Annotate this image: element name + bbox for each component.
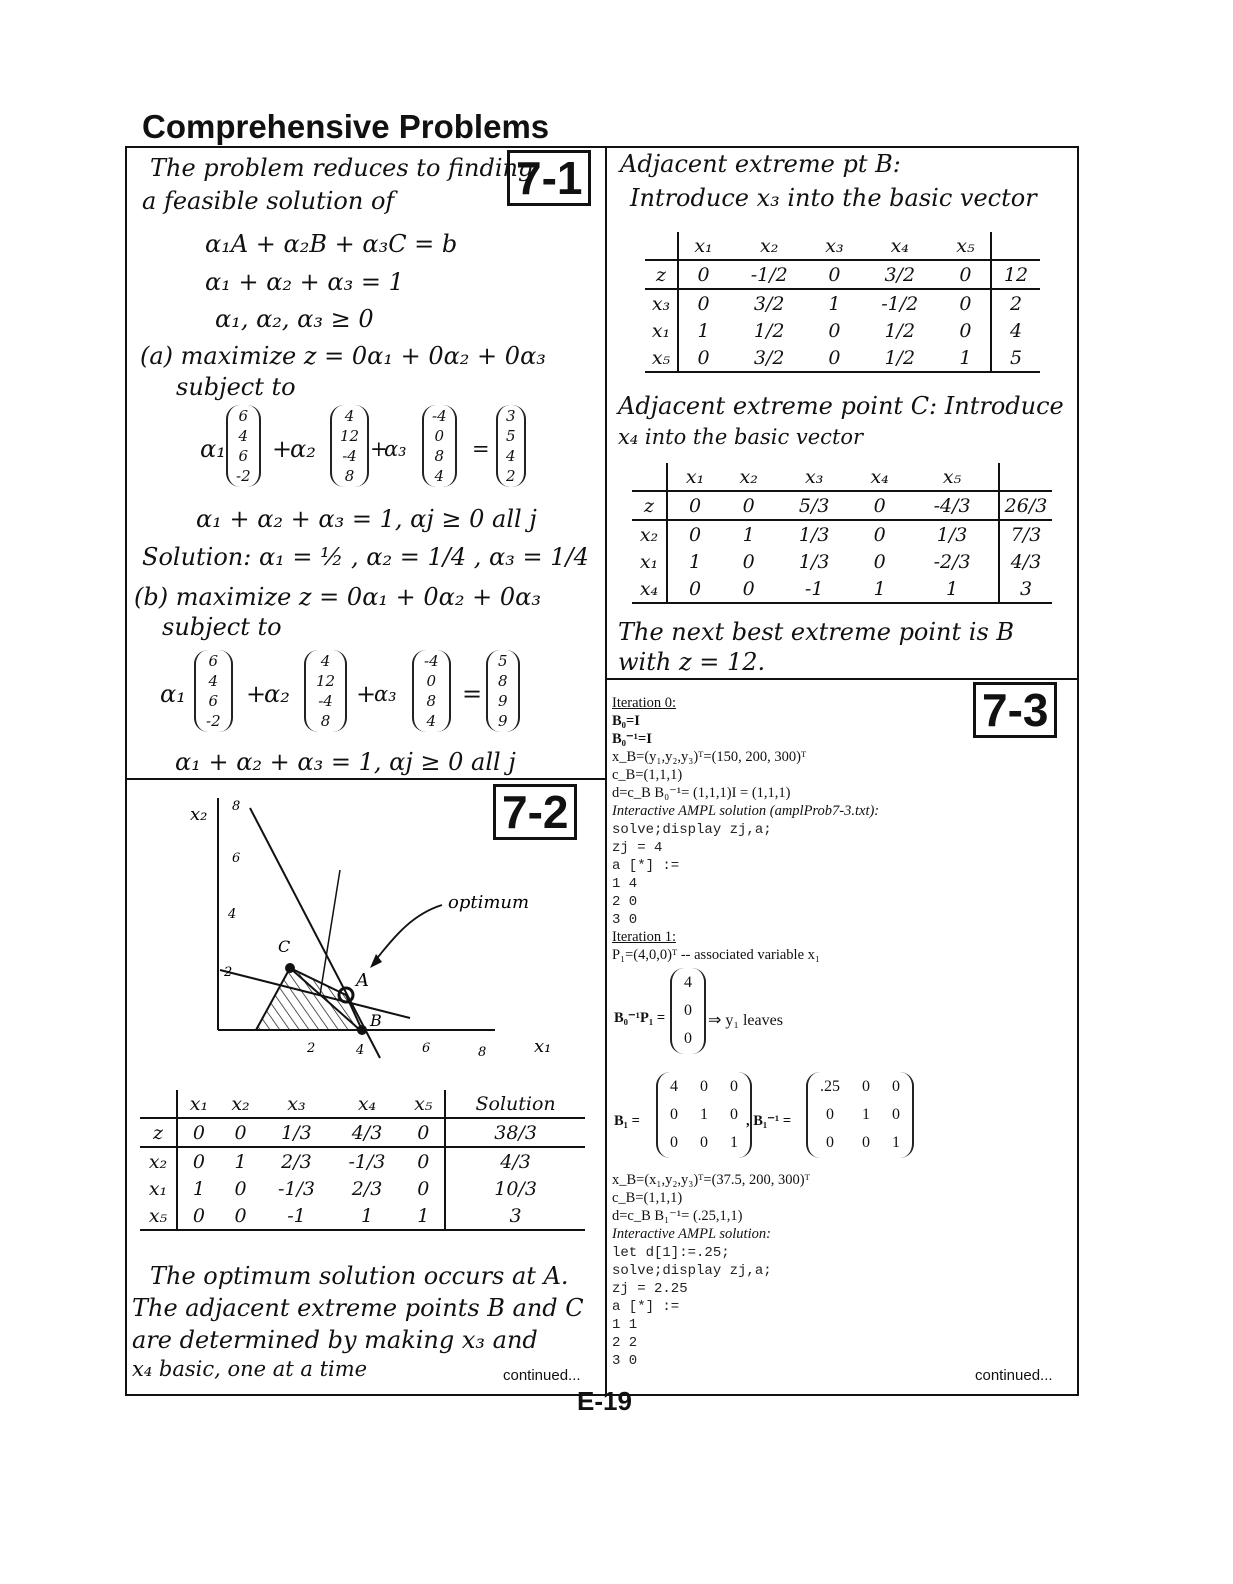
p71-subject-to: subject to — [176, 373, 296, 401]
tableau-cell: 0 — [959, 292, 972, 315]
tableau-header — [140, 1090, 177, 1118]
tableau-cell: 0 — [828, 346, 841, 369]
matrix-entry: 0 — [684, 1030, 692, 1047]
heading-adjacent-c: x₄ into the basic vector — [618, 425, 864, 449]
b1-matrix — [656, 1072, 752, 1158]
matrix-entry: 0 — [826, 1134, 834, 1151]
tableau-cell: 0 — [742, 577, 755, 600]
table-row — [645, 344, 1040, 372]
next-best-statement: The next best extreme point is B — [618, 618, 1015, 646]
tableau-cell: 3 — [445, 1202, 585, 1230]
tableau-cell: 0 — [234, 1204, 247, 1227]
tableau-cell: 38/3 — [445, 1118, 585, 1147]
x-tick-label: 2 — [307, 1041, 316, 1056]
matrix-entry: 0 — [862, 1134, 870, 1151]
tableau-cell: -1 — [804, 577, 824, 600]
tableau-cell: z — [140, 1118, 177, 1147]
tableau-cell: -1/3 — [277, 1177, 315, 1200]
ampl-code: 3 0 — [612, 912, 638, 928]
vector-c3 — [422, 405, 457, 487]
tableau-cell: 1 — [946, 577, 959, 600]
tableau-cell: 1/2 — [884, 346, 916, 369]
optimum-label: optimum — [448, 892, 530, 913]
vec-entry: -4 — [432, 407, 447, 425]
tableau-cell: z — [632, 491, 667, 520]
tableau-cell: 0 — [417, 1150, 430, 1173]
matrix-entry: 4 — [684, 974, 692, 991]
y-tick-label: 8 — [232, 799, 241, 814]
problem-badge-7-3: 7-3 — [973, 682, 1057, 738]
vec-entry: 8 — [426, 692, 437, 710]
tableau-cell: -1 — [287, 1204, 306, 1227]
tableau-cell: 0 — [220, 1118, 261, 1147]
p71-constraint-b: α₁ + α₂ + α₃ = 1, αj ≥ 0 all j — [175, 748, 516, 776]
p71-equation: α₁A + α₂B + α₃C = b — [205, 230, 458, 258]
vec-entry: 2 — [506, 467, 516, 485]
tableau-header: x₃ — [825, 234, 844, 257]
point-c-label: C — [278, 937, 291, 956]
iter1-line: d=c_B B₁⁻¹= (.25,1,1) — [612, 1208, 743, 1224]
p72-tableau — [140, 1090, 585, 1231]
matrix-entry: 0 — [826, 1106, 834, 1123]
tableau-cell: 0 — [234, 1177, 247, 1200]
vec-entry: 8 — [498, 672, 508, 690]
tableau-cell: x₃ — [651, 292, 671, 315]
ampl-label: Interactive AMPL solution: — [612, 1226, 771, 1242]
ampl-code: a [*] := — [612, 1299, 680, 1315]
equals-sign: = — [462, 680, 483, 708]
tableau-cell: 1/3 — [798, 523, 830, 546]
iteration-0-label: Iteration 0: — [612, 695, 677, 711]
tableau-cell: -2/3 — [933, 550, 971, 573]
tableau-cell: x₁ — [651, 319, 671, 342]
tableau-cell: 0 — [853, 491, 906, 520]
matrix-entry: 4 — [670, 1078, 678, 1095]
equals-sign: = — [472, 437, 490, 461]
tableau-header: x₂ — [760, 234, 779, 257]
tableau-header: x₃ — [287, 1092, 306, 1115]
tableau-header: x₁ — [177, 1090, 220, 1118]
coef-alpha2: α₂ — [290, 435, 316, 463]
tableau-cell: x₂ — [148, 1150, 168, 1173]
ampl-code: zj = 2.25 — [612, 1281, 688, 1297]
vec-entry: 0 — [426, 672, 437, 690]
tableau-header — [999, 463, 1052, 491]
p71-objective-b: (b) maximize z = 0α₁ + 0α₂ + 0α₃ — [134, 583, 541, 611]
point-a-label: A — [356, 970, 369, 991]
heading-adjacent-b: Adjacent extreme pt B: — [620, 150, 901, 178]
matrix-entry: 0 — [892, 1106, 900, 1123]
tableau-cell: x₅ — [651, 346, 671, 369]
iteration-1-label: Iteration 1: — [612, 929, 677, 945]
matrix-entry: .25 — [820, 1078, 840, 1095]
leaves-note: ⇒ y₁ leaves — [708, 1012, 783, 1029]
heading-adjacent-b: Introduce x₃ into the basic vector — [630, 184, 1037, 212]
arrow-head — [370, 954, 382, 968]
matrix-entry: 1 — [730, 1134, 738, 1151]
iter0-line: d=c_B B₀⁻¹= (1,1,1)I = (1,1,1) — [612, 785, 791, 801]
vec-entry: 5 — [506, 427, 516, 445]
tableau-cell: 1/3 — [936, 523, 968, 546]
tableau-cell: 2/3 — [351, 1177, 383, 1200]
tableau-cell: 0 — [828, 319, 841, 342]
tableau-cell: 0 — [177, 1147, 220, 1175]
point-b-label: B — [370, 1011, 382, 1030]
ampl-code: 1 4 — [612, 876, 638, 892]
tableau-cell: 0 — [873, 523, 886, 546]
matrix-entry: 0 — [862, 1078, 870, 1095]
ampl-label: Interactive AMPL solution (amplProb7-3.txt): — [612, 803, 880, 819]
tableau-cell: 4/3 — [445, 1147, 585, 1175]
ampl-code: 1 1 — [612, 1317, 638, 1333]
tableau-cell: 5/3 — [775, 491, 853, 520]
x-tick-label: 4 — [356, 1043, 365, 1058]
tableau-header: x₅ — [414, 1092, 433, 1115]
p72-conclusion: are determined by making x₃ and — [132, 1326, 538, 1354]
table-row — [632, 548, 1052, 575]
tableau-cell: 4/3 — [332, 1118, 403, 1147]
tableau-cell: 1 — [177, 1175, 220, 1202]
b1-inverse-matrix — [806, 1072, 914, 1158]
tableau-cell: x₄ — [639, 577, 659, 600]
coef-alpha1: α₁ — [160, 680, 186, 708]
matrix-entry: 1 — [862, 1106, 870, 1123]
tableau-cell: 1 — [678, 317, 728, 344]
continued-note-right: continued... — [975, 1367, 1053, 1384]
vec-entry: 3 — [506, 407, 516, 425]
p71-objective: (a) maximize z = 0α₁ + 0α₂ + 0α₃ — [140, 342, 546, 370]
matrix-entry: 0 — [684, 1002, 692, 1019]
vec-entry: -4 — [342, 447, 357, 465]
vec-entry: 6 — [238, 407, 249, 425]
tableau-b — [645, 232, 1040, 373]
p71-line: The problem reduces to finding — [150, 154, 534, 182]
iter0-line: c_B=(1,1,1) — [612, 767, 683, 783]
tableau-cell: 0 — [417, 1177, 430, 1200]
ampl-code: zj = 4 — [612, 840, 663, 856]
tableau-cell: 0 — [402, 1118, 445, 1147]
ampl-code: 2 2 — [612, 1335, 638, 1351]
matrix-entry: 0 — [730, 1106, 738, 1123]
tableau-cell: 1 — [417, 1204, 430, 1227]
vec-entry: 4 — [506, 447, 516, 465]
vec-entry: -2 — [206, 712, 221, 730]
tableau-cell: 1/3 — [261, 1118, 332, 1147]
tableau-cell: 1 — [873, 577, 886, 600]
tableau-cell: 0 — [667, 575, 722, 603]
x-tick-label: 8 — [478, 1045, 487, 1060]
tableau-cell: -1/2 — [728, 260, 810, 289]
p71-constraint: α₁ + α₂ + α₃ = 1, αj ≥ 0 all j — [196, 505, 537, 533]
tableau-cell: 2 — [991, 289, 1040, 317]
tableau-cell: 0 — [678, 289, 728, 317]
tableau-header — [632, 463, 667, 491]
tableau-cell: 0 — [667, 491, 722, 520]
table-row — [632, 520, 1052, 548]
y-tick-label: 6 — [232, 851, 241, 866]
vec-entry: 9 — [498, 712, 508, 730]
tableau-cell: 0 — [667, 520, 722, 548]
next-best-statement: with z = 12. — [618, 648, 766, 676]
continued-note-left: continued... — [503, 1367, 581, 1384]
p72-conclusion: x₄ basic, one at a time — [132, 1357, 368, 1381]
ampl-code: 2 0 — [612, 894, 638, 910]
tableau-cell: 26/3 — [999, 491, 1052, 520]
tableau-cell: 1 — [828, 292, 841, 315]
coef-alpha1: α₁ — [200, 435, 226, 463]
vec-entry: 5 — [498, 652, 508, 670]
tableau-header: x₁ — [667, 463, 722, 491]
point-b-marker — [357, 1025, 367, 1035]
p71-equation: α₁, α₂, α₃ ≥ 0 — [215, 305, 374, 333]
tableau-header: x₅ — [956, 234, 975, 257]
p71-subject-to: subject to — [162, 613, 282, 641]
p72-conclusion: The optimum solution occurs at A. — [150, 1262, 569, 1290]
tableau-header — [991, 232, 1040, 260]
tableau-cell: 1 — [234, 1150, 247, 1173]
matrix-entry: 0 — [670, 1134, 678, 1151]
p72-conclusion: The adjacent extreme points B and C — [132, 1294, 584, 1322]
page-number: E-19 — [577, 1386, 632, 1416]
matrix-entry: 1 — [892, 1134, 900, 1151]
section-divider — [127, 778, 605, 780]
b0-inv-p1-label: B₀⁻¹P₁ = — [614, 1010, 666, 1026]
tableau-cell: 1/2 — [753, 319, 785, 342]
iter1-line: c_B=(1,1,1) — [612, 1190, 683, 1206]
iter1-p1: P₁=(4,0,0)ᵀ -- associated variable x₁ — [612, 947, 820, 963]
vec-entry: 9 — [498, 692, 508, 710]
plus-sign: + — [272, 435, 293, 463]
heading-adjacent-c: Adjacent extreme point C: Introduce — [618, 392, 1064, 420]
table-row — [645, 317, 1040, 344]
tableau-cell: -1/2 — [881, 292, 919, 315]
optimum-arrow — [374, 905, 442, 962]
p71-vector-equation-b — [160, 650, 580, 742]
matrix-entry: 0 — [892, 1078, 900, 1095]
tableau-cell: 4 — [991, 317, 1040, 344]
tableau-cell: 3/2 — [753, 346, 785, 369]
tableau-cell: -1/3 — [348, 1150, 386, 1173]
tableau-cell: 0 — [873, 550, 886, 573]
y-tick-label: 4 — [228, 907, 237, 922]
coef-alpha2: α₂ — [264, 680, 290, 708]
column-divider — [605, 146, 607, 1396]
tableau-header — [645, 232, 678, 260]
tableau-c — [632, 463, 1052, 604]
table-row — [632, 575, 1052, 603]
vec-entry: 6 — [208, 652, 219, 670]
vector-rhs — [496, 405, 526, 487]
vec-entry: 12 — [340, 427, 360, 445]
point-c-marker — [285, 963, 295, 973]
tableau-header: x₂ — [231, 1092, 250, 1115]
tableau-cell: 10/3 — [445, 1175, 585, 1202]
vec-entry: 4 — [238, 427, 249, 445]
tableau-cell: 0 — [810, 260, 858, 289]
vec-entry: 4 — [320, 652, 331, 670]
vec-entry: 8 — [320, 712, 331, 730]
tableau-cell: 0 — [742, 550, 755, 573]
tableau-cell: 3 — [999, 575, 1052, 603]
matrix-entry: 0 — [700, 1134, 708, 1151]
tableau-cell: 2/3 — [281, 1150, 312, 1173]
vector-c2 — [304, 650, 347, 732]
vec-entry: -4 — [424, 652, 439, 670]
tableau-cell: 7/3 — [999, 520, 1052, 548]
b1-inv-label: , B₁⁻¹ = — [746, 1113, 792, 1129]
tableau-cell: 0 — [678, 260, 728, 289]
tableau-cell: 0 — [722, 491, 775, 520]
tableau-header: x₄ — [357, 1092, 377, 1115]
page-title: Comprehensive Problems — [142, 108, 550, 145]
tableau-cell: 0 — [177, 1118, 220, 1147]
plus-sign: + — [246, 680, 267, 708]
vec-entry: 4 — [434, 467, 445, 485]
feasible-region — [256, 968, 362, 1030]
x-axis-label: x₁ — [534, 1036, 552, 1057]
problem-badge-7-2: 7-2 — [493, 784, 577, 840]
tableau-header: x₂ — [739, 465, 758, 488]
vec-entry: -2 — [236, 467, 251, 485]
vec-entry: 6 — [238, 447, 249, 465]
vector-rhs — [486, 650, 520, 732]
vec-entry: 0 — [434, 427, 445, 445]
vector-c2 — [330, 405, 369, 487]
iter0-line: B₀⁻¹=I — [612, 731, 652, 747]
tableau-cell: 1/3 — [798, 550, 830, 573]
table-row — [140, 1118, 585, 1147]
vec-entry: 8 — [344, 467, 355, 485]
matrix-entry: 1 — [700, 1106, 708, 1123]
vec-entry: 4 — [426, 712, 437, 730]
p71-solution: Solution: α₁ = ½ , α₂ = 1/4 , α₃ = 1/4 — [142, 543, 589, 571]
plus-sign: + — [356, 680, 377, 708]
tableau-cell: 3/2 — [753, 292, 785, 315]
tableau-cell: x₁ — [639, 550, 659, 573]
p71-line: a feasible solution of — [142, 187, 395, 215]
ampl-code: a [*] := — [612, 858, 680, 874]
table-row — [140, 1175, 585, 1202]
vec-entry: 4 — [208, 672, 219, 690]
ampl-code: solve;display zj,a; — [612, 822, 772, 838]
p71-vector-equation-a — [200, 405, 580, 495]
tableau-cell: 1 — [360, 1204, 374, 1227]
tableau-cell: 1 — [742, 523, 755, 546]
vec-entry: -4 — [318, 692, 333, 710]
tableau-cell: x₁ — [148, 1177, 168, 1200]
tableau-cell: 0 — [177, 1202, 220, 1230]
iter0-line: B₀=I — [612, 713, 640, 729]
tableau-cell: x₅ — [148, 1204, 168, 1227]
vector-c1 — [194, 650, 233, 732]
table-row — [632, 491, 1052, 520]
tableau-header: Solution — [445, 1090, 585, 1118]
tableau-header: x₅ — [942, 465, 962, 488]
tableau-cell: 1 — [959, 346, 972, 369]
coef-alpha3: α₃ — [384, 437, 407, 461]
tableau-header: x₃ — [804, 465, 824, 488]
tableau-header: x₁ — [678, 232, 728, 260]
tableau-cell: z — [645, 260, 678, 289]
vector-c3 — [412, 650, 451, 732]
feasible-region-graph — [170, 790, 570, 1080]
matrix-entry: 0 — [730, 1078, 738, 1095]
table-row — [140, 1147, 585, 1175]
tableau-cell: 4/3 — [999, 548, 1052, 575]
tableau-cell: 12 — [991, 260, 1040, 289]
p71-equation: α₁ + α₂ + α₃ = 1 — [205, 268, 404, 296]
tableau-cell: x₂ — [639, 523, 659, 546]
tableau-cell: 0 — [941, 260, 991, 289]
tableau-cell: 1 — [667, 548, 722, 575]
y-axis-label: x₂ — [190, 804, 208, 825]
iter1-line: x_B=(x₁,y₂,y₃)ᵀ=(37.5, 200, 300)ᵀ — [612, 1172, 810, 1188]
tableau-cell: 5 — [991, 344, 1040, 372]
ampl-code: 3 0 — [612, 1353, 638, 1369]
ampl-code: solve;display zj,a; — [612, 1263, 772, 1279]
section-divider — [607, 678, 1077, 680]
x-tick-label: 6 — [422, 1041, 431, 1056]
table-row — [645, 260, 1040, 289]
vec-entry: 4 — [344, 407, 355, 425]
table-row — [645, 289, 1040, 317]
tableau-cell: 0 — [678, 344, 728, 372]
tableau-cell: 0 — [959, 319, 972, 342]
matrix-entry: 0 — [700, 1078, 708, 1095]
vector-c1 — [226, 405, 261, 487]
table-row — [140, 1202, 585, 1230]
tableau-header: x₄ — [890, 234, 909, 257]
tableau-header: x₄ — [870, 465, 889, 488]
plus-sign: + — [370, 437, 388, 461]
y-tick-label: 2 — [224, 965, 233, 980]
ampl-code: let d[1]:=.25; — [612, 1245, 730, 1261]
iter0-line: x_B=(y₁,y₂,y₃)ᵀ=(150, 200, 300)ᵀ — [612, 749, 807, 765]
b1-label: B₁ = — [614, 1113, 640, 1129]
tableau-cell: 1/2 — [884, 319, 916, 342]
b0-inv-p1-vector — [670, 968, 706, 1054]
tableau-cell: -4/3 — [906, 491, 999, 520]
vec-entry: 6 — [208, 692, 219, 710]
tableau-cell: 3/2 — [859, 260, 941, 289]
coef-alpha3: α₃ — [374, 682, 397, 706]
vec-entry: 12 — [316, 672, 336, 690]
vec-entry: 8 — [434, 447, 445, 465]
matrix-entry: 0 — [670, 1106, 678, 1123]
problem-badge-7-1: 7-1 — [507, 150, 591, 206]
